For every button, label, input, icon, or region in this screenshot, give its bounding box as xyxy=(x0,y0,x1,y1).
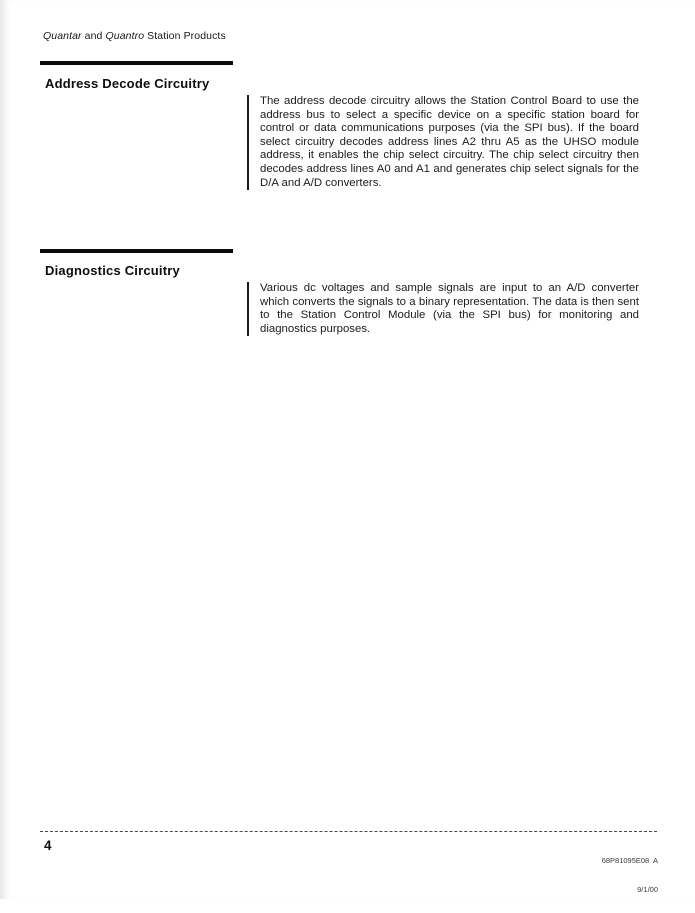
page-number: 4 xyxy=(44,838,52,853)
product-name-quantar: Quantar xyxy=(43,30,82,42)
footer-rule xyxy=(40,831,657,832)
section-body-address-decode: The address decode circuitry allows the Station Control Board to use the address bus to select a specific device on a specific station board for control or data communications purposes (via the SPI bus). If the board select circuitry decodes address lines A2 thru A5 as the UHSO module address, it enables the chip select circuitry. The chip select circuitry then decodes address lines A0 and A1 and generates chip select signals for the D/A and A/D converters. xyxy=(247,95,639,190)
footer-doc-info xyxy=(602,837,658,913)
section-rule xyxy=(40,61,233,65)
section-title-address-decode: Address Decode Circuitry xyxy=(45,76,210,91)
section-rule xyxy=(40,249,233,253)
product-name-quantro: Quantro xyxy=(105,30,145,42)
header-connector: and xyxy=(81,30,106,42)
section-body-diagnostics: Various dc voltages and sample signals are input to an A/D converter which converts the signals to a binary representation. The data is then sent to the Station Control Module (via the SPI bus) for monitoring and diagnostics purposes. xyxy=(247,282,639,336)
document-number: 68P81095E08 A xyxy=(601,856,658,865)
running-header xyxy=(43,30,226,42)
section-title-diagnostics: Diagnostics Circuitry xyxy=(45,263,180,278)
header-suffix: Station Products xyxy=(144,30,226,42)
revision-date: 9/1/00 xyxy=(637,884,658,894)
